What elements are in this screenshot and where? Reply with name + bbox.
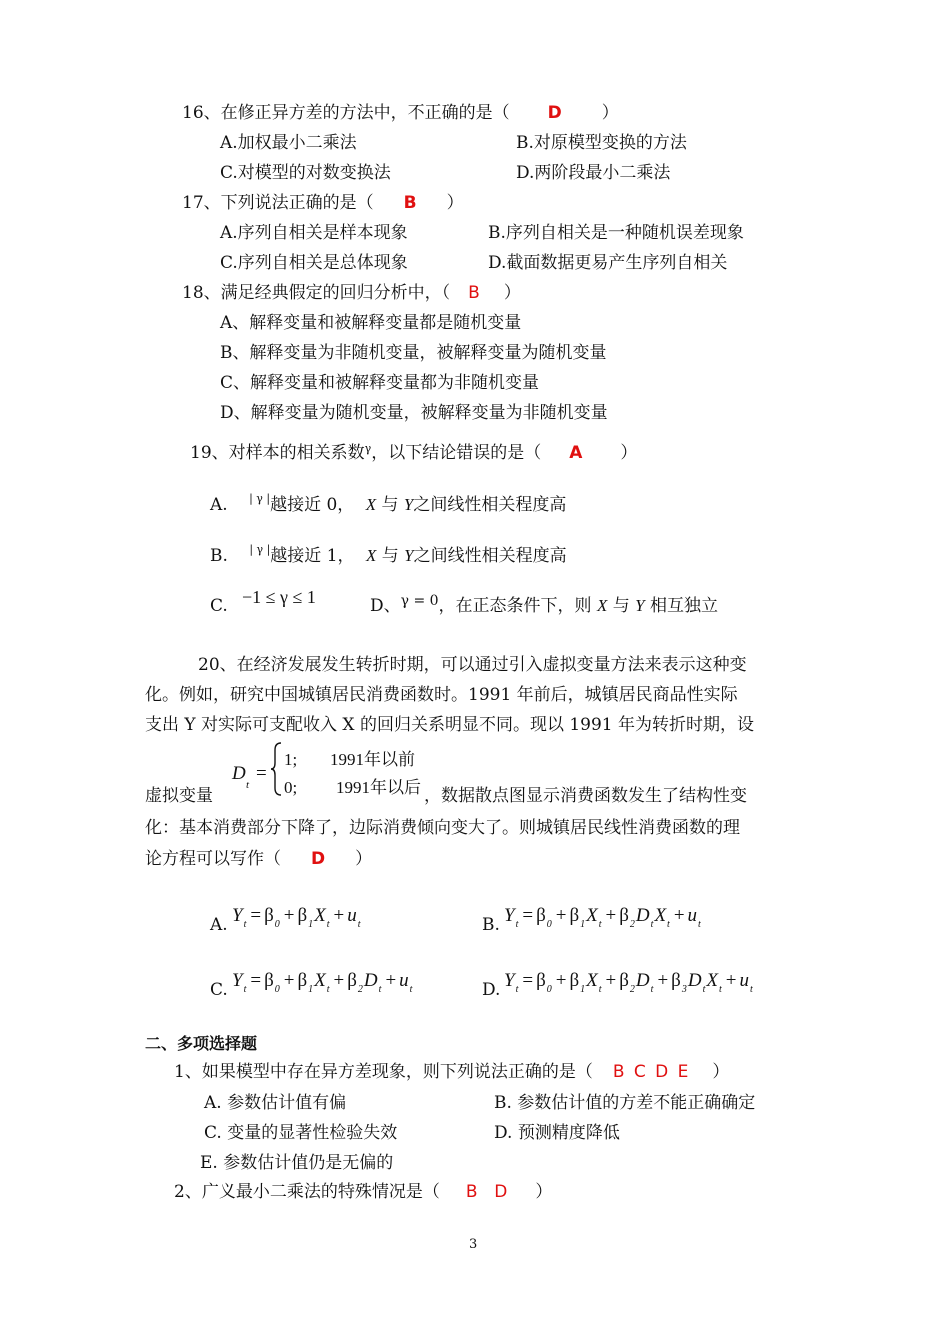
var-x: X bbox=[365, 546, 377, 565]
left-brace-icon bbox=[270, 742, 282, 796]
case2-text: 1991年以后 bbox=[336, 778, 421, 797]
q20-line5: 化：基本消费部分下降了，边际消费倾向变大了。则城镇居民线性消费函数的理 bbox=[145, 818, 740, 838]
q17-option-a: A.序列自相关是样本现象 bbox=[220, 223, 408, 243]
s2-q2-stem-text: 2、广义最小二乘法的特殊情况是（ bbox=[174, 1182, 440, 1202]
q16-option-a: A.加权最小二乘法 bbox=[220, 133, 357, 153]
q20-line3: 支出 Y 对实际可支配收入 X 的回归关系明显不同。现以 1991 年为转折时期，设 bbox=[145, 715, 755, 735]
s2-q1-option-d: D. 预测精度降低 bbox=[494, 1123, 620, 1143]
s2-q1-answer: B C D E bbox=[612, 1062, 691, 1082]
q20-line4-tail: ，数据散点图显示消费函数发生了结构性变 bbox=[424, 786, 747, 806]
q17-option-c: C.序列自相关是总体现象 bbox=[220, 253, 408, 273]
q19-option-b-text1: 越接近 1， bbox=[270, 546, 355, 566]
q19-option-d-text2: 相互独立 bbox=[650, 596, 719, 616]
q20-line1: 20、在经济发展发生转折时期，可以通过引入虚拟变量方法来表示这种变 bbox=[198, 655, 747, 675]
dummy-variable-subscript: t bbox=[246, 779, 250, 791]
q20-option-a-equation: $Y_t = \beta_0 + \beta_1X_t + u_t$ bbox=[232, 905, 361, 930]
q17-stem-text: 17、下列说法正确的是（ bbox=[182, 193, 374, 213]
q18-option-a: A、解释变量和被解释变量都是随机变量 bbox=[220, 313, 522, 333]
q20-line2: 化。例如，研究中国城镇居民消费函数时。1991 年前后，城镇居民商品性实际 bbox=[145, 685, 738, 705]
q19-option-b bbox=[210, 543, 567, 566]
case1-text: 1991年以前 bbox=[330, 750, 415, 769]
s2-q1-option-e: E. 参数估计值仍是无偏的 bbox=[200, 1153, 394, 1173]
var-x: X bbox=[596, 596, 608, 615]
s2-q2-stem bbox=[174, 1184, 552, 1201]
q19-option-c-label: C. bbox=[210, 596, 228, 616]
q19-option-d-label: D、 bbox=[370, 596, 401, 616]
q18-answer: B bbox=[468, 283, 480, 303]
q20-answer: D bbox=[311, 849, 326, 869]
q19-option-a-mid: 与 bbox=[381, 495, 399, 515]
q19-option-d-expr: γ = 0 bbox=[400, 593, 439, 609]
q20-option-d-label: D. bbox=[482, 980, 501, 1000]
q16-answer: D bbox=[547, 103, 562, 123]
q20-option-c-label: C. bbox=[210, 980, 228, 1000]
q19-option-a bbox=[210, 492, 567, 515]
q19-option-d-text1: ，在正态条件下，则 bbox=[438, 596, 592, 616]
q19-option-b-mid: 与 bbox=[381, 546, 399, 566]
q19-option-d-mid: 与 bbox=[612, 596, 630, 616]
q18-close: ） bbox=[503, 283, 521, 303]
q18-option-b: B、解释变量为非随机变量，被解释变量为随机变量 bbox=[220, 343, 607, 363]
q18-option-c: C、解释变量和被解释变量都为非随机变量 bbox=[220, 373, 540, 393]
q19-answer: A bbox=[569, 443, 583, 463]
q16-stem bbox=[182, 105, 619, 122]
page-number: 3 bbox=[469, 1237, 478, 1252]
dummy-variable-label: 虚拟变量 bbox=[145, 786, 213, 806]
q19-stem-text-b: ，以下结论错误的是（ bbox=[371, 443, 542, 463]
s2-q2-close: ） bbox=[535, 1182, 553, 1202]
q20-line6 bbox=[145, 851, 372, 868]
q19-option-b-label: B. bbox=[210, 546, 228, 566]
s2-q1-stem-text: 1、如果模型中存在异方差现象，则下列说法正确的是（ bbox=[174, 1062, 593, 1082]
q16-option-b: B.对原模型变换的方法 bbox=[516, 133, 687, 153]
case2-value: 0; bbox=[284, 778, 298, 797]
q16-option-c: C.对模型的对数变换法 bbox=[220, 163, 391, 183]
q17-close: ） bbox=[446, 193, 464, 213]
q20-line6-text: 论方程可以写作（ bbox=[145, 849, 281, 869]
q17-answer: B bbox=[403, 193, 417, 213]
q18-option-d: D、解释变量为随机变量，被解释变量为非随机变量 bbox=[220, 403, 608, 423]
q17-option-b: B.序列自相关是一种随机误差现象 bbox=[488, 223, 744, 243]
s2-q1-option-b: B. 参数估计值的方差不能正确确定 bbox=[494, 1093, 756, 1113]
s2-q1-option-c: C. 变量的显著性检验失效 bbox=[204, 1123, 398, 1143]
gamma-symbol: γ bbox=[364, 442, 372, 455]
q19-option-c-expr: −1 ≤ γ ≤ 1 bbox=[242, 587, 316, 607]
equals-sign: = bbox=[256, 763, 267, 784]
q19-stem bbox=[190, 442, 638, 463]
q20-option-a-label: A. bbox=[210, 915, 228, 935]
s2-q2-answer: B D bbox=[465, 1182, 510, 1202]
abs-gamma: | γ | bbox=[249, 543, 271, 556]
q19-option-a-label: A. bbox=[210, 495, 228, 515]
q18-stem bbox=[182, 285, 521, 302]
q19-stem-text-a: 19、对样本的相关系数 bbox=[190, 443, 365, 463]
q20-option-b-label: B. bbox=[482, 915, 500, 935]
q17-option-d: D.截面数据更易产生序列自相关 bbox=[488, 253, 728, 273]
q16-stem-text: 16、在修正异方差的方法中，不正确的是（ bbox=[182, 103, 510, 123]
abs-gamma: | γ | bbox=[249, 492, 271, 505]
dummy-variable-d: D bbox=[232, 763, 246, 784]
q20-option-d-equation: $Y_t = \beta_0 + \beta_1X_t + \beta_2D_t + \beta_3D_tX_t + u_t$ bbox=[504, 970, 753, 995]
s2-q1-stem bbox=[174, 1064, 729, 1081]
q19-close: ） bbox=[620, 443, 638, 463]
var-y: Y bbox=[404, 546, 414, 565]
q16-close: ） bbox=[601, 103, 619, 123]
q20-option-c-equation: $Y_t = \beta_0 + \beta_1X_t + \beta_2D_t + u_t$ bbox=[232, 970, 413, 995]
q19-option-d bbox=[370, 593, 719, 616]
var-x: X bbox=[365, 495, 377, 514]
q19-option-a-text1: 越接近 0， bbox=[270, 495, 355, 515]
q17-stem bbox=[182, 195, 464, 212]
case1-value: 1; bbox=[284, 750, 298, 769]
s2-q1-close: ） bbox=[712, 1062, 730, 1082]
q18-stem-text: 18、满足经典假定的回归分析中，（ bbox=[182, 283, 451, 303]
q16-option-d: D.两阶段最小二乘法 bbox=[516, 163, 671, 183]
q20-option-b-equation: $Y_t = \beta_0 + \beta_1X_t + \beta_2D_tX_t + u_t$ bbox=[504, 905, 701, 930]
section2-title: 二、多项选择题 bbox=[145, 1034, 258, 1053]
s2-q1-option-a: A. 参数估计值有偏 bbox=[204, 1093, 347, 1113]
q19-option-b-text2: 之间线性相关程度高 bbox=[413, 546, 567, 566]
var-y: Y bbox=[403, 495, 414, 514]
q20-close: ） bbox=[355, 849, 373, 869]
q19-option-a-text2: 之间线性相关程度高 bbox=[413, 495, 567, 515]
var-y: Y bbox=[635, 596, 645, 615]
